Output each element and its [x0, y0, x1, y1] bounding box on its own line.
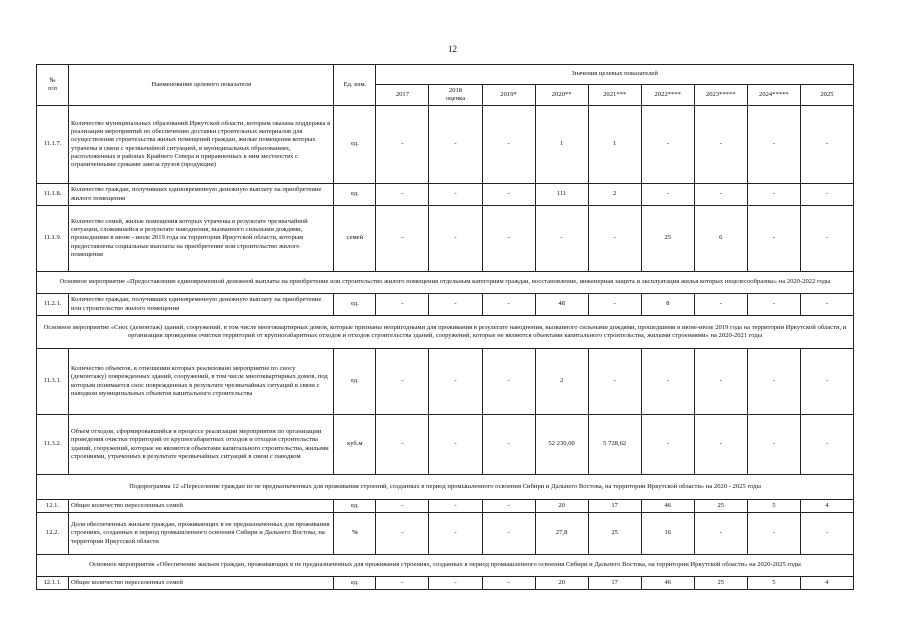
row-value: -: [588, 294, 641, 316]
row-value: -: [588, 349, 641, 415]
row-unit: ед.: [334, 184, 376, 206]
row-num: 11.3.2.: [37, 415, 69, 475]
row-name: Доля обеспеченных жильем граждан, проживающих в не предназначенных для проживания строениях, созданных в период промышленного освоения Сибири и Дальнего Востока, на территории Иркутской области: [69, 513, 334, 555]
row-unit: %: [334, 513, 376, 555]
row-value: 17: [588, 577, 641, 590]
row-value: 5: [747, 500, 800, 513]
row-value: 20: [535, 500, 588, 513]
row-name: Общее количество переселенных семей: [69, 577, 334, 590]
row-value: -: [694, 294, 747, 316]
row-value: -: [800, 513, 853, 555]
row-value: -: [429, 577, 482, 590]
row-value: 48: [535, 294, 588, 316]
row-num: 11.2.1.: [37, 294, 69, 316]
row-value: -: [376, 577, 429, 590]
row-unit: куб.м: [334, 415, 376, 475]
row-value: -: [800, 349, 853, 415]
row-value: -: [482, 349, 535, 415]
row-value: -: [429, 513, 482, 555]
indicators-table: [36, 64, 854, 590]
row-value: -: [376, 206, 429, 272]
header-year: 2018 оценка: [429, 85, 482, 106]
row-value: -: [482, 206, 535, 272]
row-value: 4: [800, 577, 853, 590]
row-value: -: [376, 513, 429, 555]
row-name: Количество граждан, получивших единовременную денежную выплату на приобретение или строительство жилого помещения: [69, 294, 334, 316]
table-row: [37, 513, 854, 555]
subprogram-12-title: Подпрограмма 12 «Переселение граждан из не предназначенных для проживания строений, созданных в период промышленного освоения Сибири и Дальнего Востока, на территории Иркутской области» на 2020 - 2025 годы: [37, 475, 854, 500]
row-value: -: [747, 294, 800, 316]
row-value: -: [694, 415, 747, 475]
row-value: -: [376, 415, 429, 475]
row-unit: ед.: [334, 577, 376, 590]
row-value: -: [800, 415, 853, 475]
row-value: 27,8: [535, 513, 588, 555]
row-value: 25: [641, 206, 694, 272]
row-value: -: [429, 206, 482, 272]
row-num: 12.1.: [37, 500, 69, 513]
row-name: Объем отходов, сформировавшийся в процессе реализации мероприятия по организации проведения очистки территорий от крупногабаритных отходов и отходов строительства зданий, сооружений, которые не являются объектами капитального строительства, жилыми строениями, утраченных в результате чрезвычайных ситуаций в связи с паводком: [69, 415, 334, 475]
row-unit: ед.: [334, 294, 376, 316]
row-value: -: [482, 415, 535, 475]
row-value: -: [482, 294, 535, 316]
row-value: 20: [535, 577, 588, 590]
row-value: -: [747, 513, 800, 555]
header-year: 2023*****: [694, 85, 747, 106]
row-value: 1: [535, 106, 588, 184]
header-unit: Ед. изм.: [334, 65, 376, 106]
row-value: -: [482, 577, 535, 590]
row-value: -: [641, 415, 694, 475]
row-value: -: [694, 349, 747, 415]
row-value: 5 728,62: [588, 415, 641, 475]
row-unit: ед.: [334, 106, 376, 184]
row-value: 8: [641, 294, 694, 316]
row-value: -: [588, 206, 641, 272]
row-unit: ед.: [334, 349, 376, 415]
row-value: -: [800, 184, 853, 206]
row-value: -: [641, 184, 694, 206]
row-name: Количество объектов, в отношении которых реализовано мероприятие по сносу (демонтажу) поврежденных зданий, сооружений, в том числе многоквартирных домов, под которым понимается снос поврежденных в результате чрезвычайных ситуаций в связи с паводком муниципальных объектов капитального строительства: [69, 349, 334, 415]
row-value: -: [429, 106, 482, 184]
row-value: 1: [588, 106, 641, 184]
row-name: Общее количество переселенных семей: [69, 500, 334, 513]
row-num: 11.3.1.: [37, 349, 69, 415]
row-value: -: [376, 184, 429, 206]
row-num: 12.2.: [37, 513, 69, 555]
table-row: [37, 184, 854, 206]
header-year: 2020**: [535, 85, 588, 106]
row-value: -: [482, 500, 535, 513]
row-value: -: [535, 206, 588, 272]
row-value: -: [800, 294, 853, 316]
header-year: 2017: [376, 85, 429, 106]
row-value: -: [429, 415, 482, 475]
row-value: 46: [641, 577, 694, 590]
row-name: Количество семей, жилые помещения которых утрачены в результате чрезвычайной ситуации, сложившейся в результате наводнения, вызванного сильными дождями, прошедшими в июне - июле 2019 года на территории Иркутской области, которым предоставлены социальные выплаты на приобретение или строительство жилого помещения: [69, 206, 334, 272]
row-value: -: [694, 184, 747, 206]
row-value: 2: [535, 349, 588, 415]
row-value: 4: [800, 500, 853, 513]
row-name: Количество муниципальных образований Иркутской области, которым оказана поддержка в реализации мероприятий по обеспечению доставки строительных материалов для осуществления строительства жилых помещений граждан, жилые помещения которых утрачены в связи с чрезвычайной ситуацией, в муниципальных образованиях, расположенных в районах Крайнего Севера и приравненных к ним местностях с ограниченными сроками завоза грузов (продукции): [69, 106, 334, 184]
row-value: 16: [641, 513, 694, 555]
row-value: -: [376, 349, 429, 415]
header-values-group: Значения целевых показателей: [376, 65, 854, 85]
header-year: 2019*: [482, 85, 535, 106]
row-unit: семей: [334, 206, 376, 272]
row-value: 111: [535, 184, 588, 206]
table-row: [37, 206, 854, 272]
header-year: 2022****: [641, 85, 694, 106]
row-value: -: [747, 349, 800, 415]
row-value: 46: [641, 500, 694, 513]
event-11-3-title: Основное мероприятие «Снос (демонтаж) зданий, сооружений, в том числе многоквартирных домов, которые признаны непригодными для проживания в результате наводнения, вызванного сильными дождями, прошедшими в июне-июле 2019 года на территории Иркутской области, и организация проведения очистки территорий от крупногабаритных отходов и отходов строительства зданий, сооружений, которые не являются объектами капитального строительства, жилыми строениями» на 2020-2021 годы: [37, 316, 854, 349]
row-value: -: [800, 206, 853, 272]
row-value: -: [641, 349, 694, 415]
row-value: -: [429, 294, 482, 316]
row-value: 17: [588, 500, 641, 513]
row-value: -: [376, 294, 429, 316]
row-unit: ед.: [334, 500, 376, 513]
row-value: -: [747, 184, 800, 206]
table-row: [37, 500, 854, 513]
row-value: 6: [694, 206, 747, 272]
row-value: 2: [588, 184, 641, 206]
event-12-1-title: Основное мероприятие «Обеспечение жильем граждан, проживающих в не предназначенных для проживания строениях, созданных в период промышленного освоения Сибири и Дальнего Востока, на территории Иркутской области» на 2020-2025 годы: [37, 555, 854, 577]
page-number: 12: [448, 44, 457, 54]
row-value: -: [429, 349, 482, 415]
table-row: [37, 106, 854, 184]
header-name: Наименование целевого показателя: [69, 65, 334, 106]
row-value: -: [694, 513, 747, 555]
row-value: 25: [588, 513, 641, 555]
row-num: 11.1.8.: [37, 184, 69, 206]
table-row: [37, 349, 854, 415]
row-value: -: [800, 106, 853, 184]
table-row: [37, 415, 854, 475]
row-num: 11.1.7.: [37, 106, 69, 184]
row-name: Количество граждан, получивших единовременную денежную выплату на приобретение жилого помещения: [69, 184, 334, 206]
header-year: 2024*****: [747, 85, 800, 106]
row-value: -: [747, 415, 800, 475]
row-value: -: [376, 500, 429, 513]
row-value: -: [482, 513, 535, 555]
row-num: 11.1.9.: [37, 206, 69, 272]
header-year: 2021***: [588, 85, 641, 106]
row-value: -: [747, 206, 800, 272]
table-row: [37, 294, 854, 316]
row-value: 52 230,00: [535, 415, 588, 475]
row-value: -: [482, 106, 535, 184]
row-value: -: [482, 184, 535, 206]
event-11-2-title: Основное мероприятие «Предоставление единовременной денежной выплаты на приобретение или строительство жилого помещения отдельным категориям граждан, восстановление, инженерная защита и эксплуатация жилья которых нецелесообразны» на 2020-2022 годы: [37, 272, 854, 294]
row-value: -: [376, 106, 429, 184]
row-value: 5: [747, 577, 800, 590]
row-value: -: [429, 184, 482, 206]
row-value: 25: [694, 577, 747, 590]
row-value: -: [641, 106, 694, 184]
row-num: 12.1.1.: [37, 577, 69, 590]
table-row: [37, 577, 854, 590]
header-num: № п/п: [37, 65, 69, 106]
header-year: 2025: [800, 85, 853, 106]
row-value: -: [747, 106, 800, 184]
row-value: -: [694, 106, 747, 184]
row-value: -: [429, 500, 482, 513]
row-value: 25: [694, 500, 747, 513]
